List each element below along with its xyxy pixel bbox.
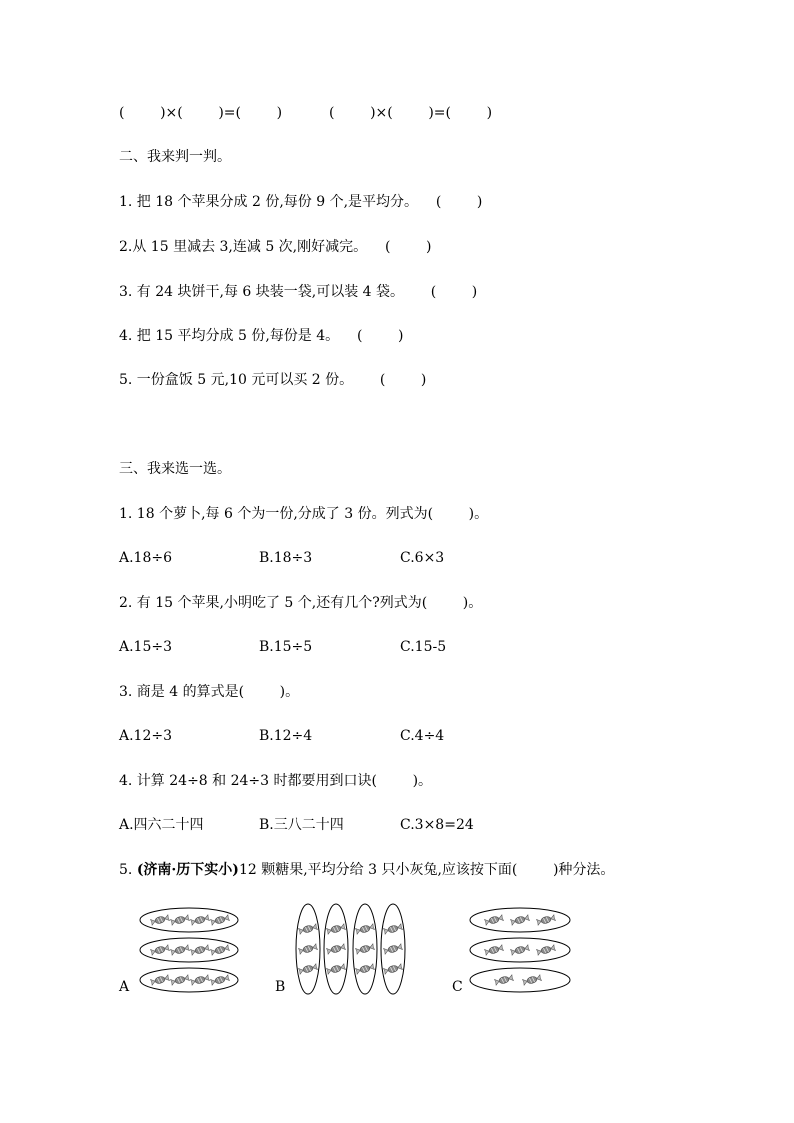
candy-icon <box>210 975 229 986</box>
candy-icon <box>326 944 345 955</box>
option-1a: A.18÷6 <box>119 550 173 566</box>
q5-prefix: 5. <box>119 862 137 878</box>
section3-heading: 三、我来选一选。 <box>119 461 231 477</box>
candy-icon <box>484 915 503 926</box>
candy-icon <box>522 975 541 986</box>
figure-label-b: B <box>275 979 286 995</box>
candy-icon <box>355 924 374 935</box>
option-2c: C.15-5 <box>400 639 447 655</box>
top-equation-left: ( )×( )=( ) <box>119 105 283 121</box>
choice-question-3: 3. 商是 4 的算式是( )。 <box>119 684 300 700</box>
option-a-groups <box>110 896 590 1006</box>
group-c-3 <box>470 968 570 992</box>
candy-icon <box>190 975 209 986</box>
option-3b: B.12÷4 <box>259 728 313 744</box>
candy-icon <box>510 945 529 956</box>
candy-icon <box>326 924 345 935</box>
option-2b: B.15÷5 <box>259 639 313 655</box>
candy-icon <box>150 945 169 956</box>
judge-item-3: 3. 有 24 块饼干,每 6 块装一袋,可以装 4 袋。 ( ) <box>119 284 478 300</box>
candy-icon <box>170 945 189 956</box>
candy-icon <box>536 915 555 926</box>
candy-icon <box>190 915 209 926</box>
option-4b: B.三八二十四 <box>259 817 344 833</box>
section2-heading: 二、我来判一判。 <box>119 149 231 165</box>
figure-label-c: C <box>452 979 463 995</box>
candy-icon <box>383 944 402 955</box>
candy-icon <box>326 964 345 975</box>
candy-icon <box>150 915 169 926</box>
candy-icon <box>170 915 189 926</box>
top-equation-right: ( )×( )=( ) <box>329 105 493 121</box>
choice-question-4: 4. 计算 24÷8 和 24÷3 时都要用到口诀( )。 <box>119 773 433 789</box>
q5-text: 12 颗糖果,平均分给 3 只小灰兔,应该按下面( )种分法。 <box>238 862 615 878</box>
candy-icon <box>355 964 374 975</box>
candy-figure <box>110 896 590 1006</box>
option-1b: B.18÷3 <box>259 550 313 566</box>
candy-icon <box>150 975 169 986</box>
candy-icon <box>170 975 189 986</box>
judge-item-4: 4. 把 15 平均分成 5 份,每份是 4。 ( ) <box>119 328 404 344</box>
candy-icon <box>298 924 317 935</box>
candy-icon <box>190 945 209 956</box>
candy-icon <box>210 945 229 956</box>
option-2a: A.15÷3 <box>119 639 173 655</box>
judge-item-1: 1. 把 18 个苹果分成 2 份,每份 9 个,是平均分。 ( ) <box>119 194 483 210</box>
candy-icon <box>536 945 555 956</box>
option-4a: A.四六二十四 <box>119 817 204 833</box>
choice-question-5 <box>119 861 614 879</box>
choice-question-1: 1. 18 个萝卜,每 6 个为一份,分成了 3 份。列式为( )。 <box>119 506 489 522</box>
option-3a: A.12÷3 <box>119 728 173 744</box>
candy-icon <box>355 944 374 955</box>
q5-source: (济南·历下实小) <box>136 862 239 878</box>
candy-icon <box>383 964 402 975</box>
option-3c: C.4÷4 <box>400 728 445 744</box>
choice-question-2: 2. 有 15 个苹果,小明吃了 5 个,还有几个?列式为( )。 <box>119 595 483 611</box>
candy-icon <box>298 944 317 955</box>
judge-item-5: 5. 一份盒饭 5 元,10 元可以买 2 份。 ( ) <box>119 372 427 388</box>
option-4c: C.3×8=24 <box>400 817 474 833</box>
candy-icon <box>210 915 229 926</box>
candy-icon <box>510 915 529 926</box>
candy-icon <box>494 975 513 986</box>
figure-label-a: A <box>119 979 130 995</box>
judge-item-2: 2.从 15 里减去 3,连减 5 次,刚好减完。 ( ) <box>119 239 432 255</box>
candy-icon <box>484 945 503 956</box>
option-1c: C.6×3 <box>400 550 445 566</box>
candy-icon <box>383 924 402 935</box>
candy-icon <box>298 964 317 975</box>
